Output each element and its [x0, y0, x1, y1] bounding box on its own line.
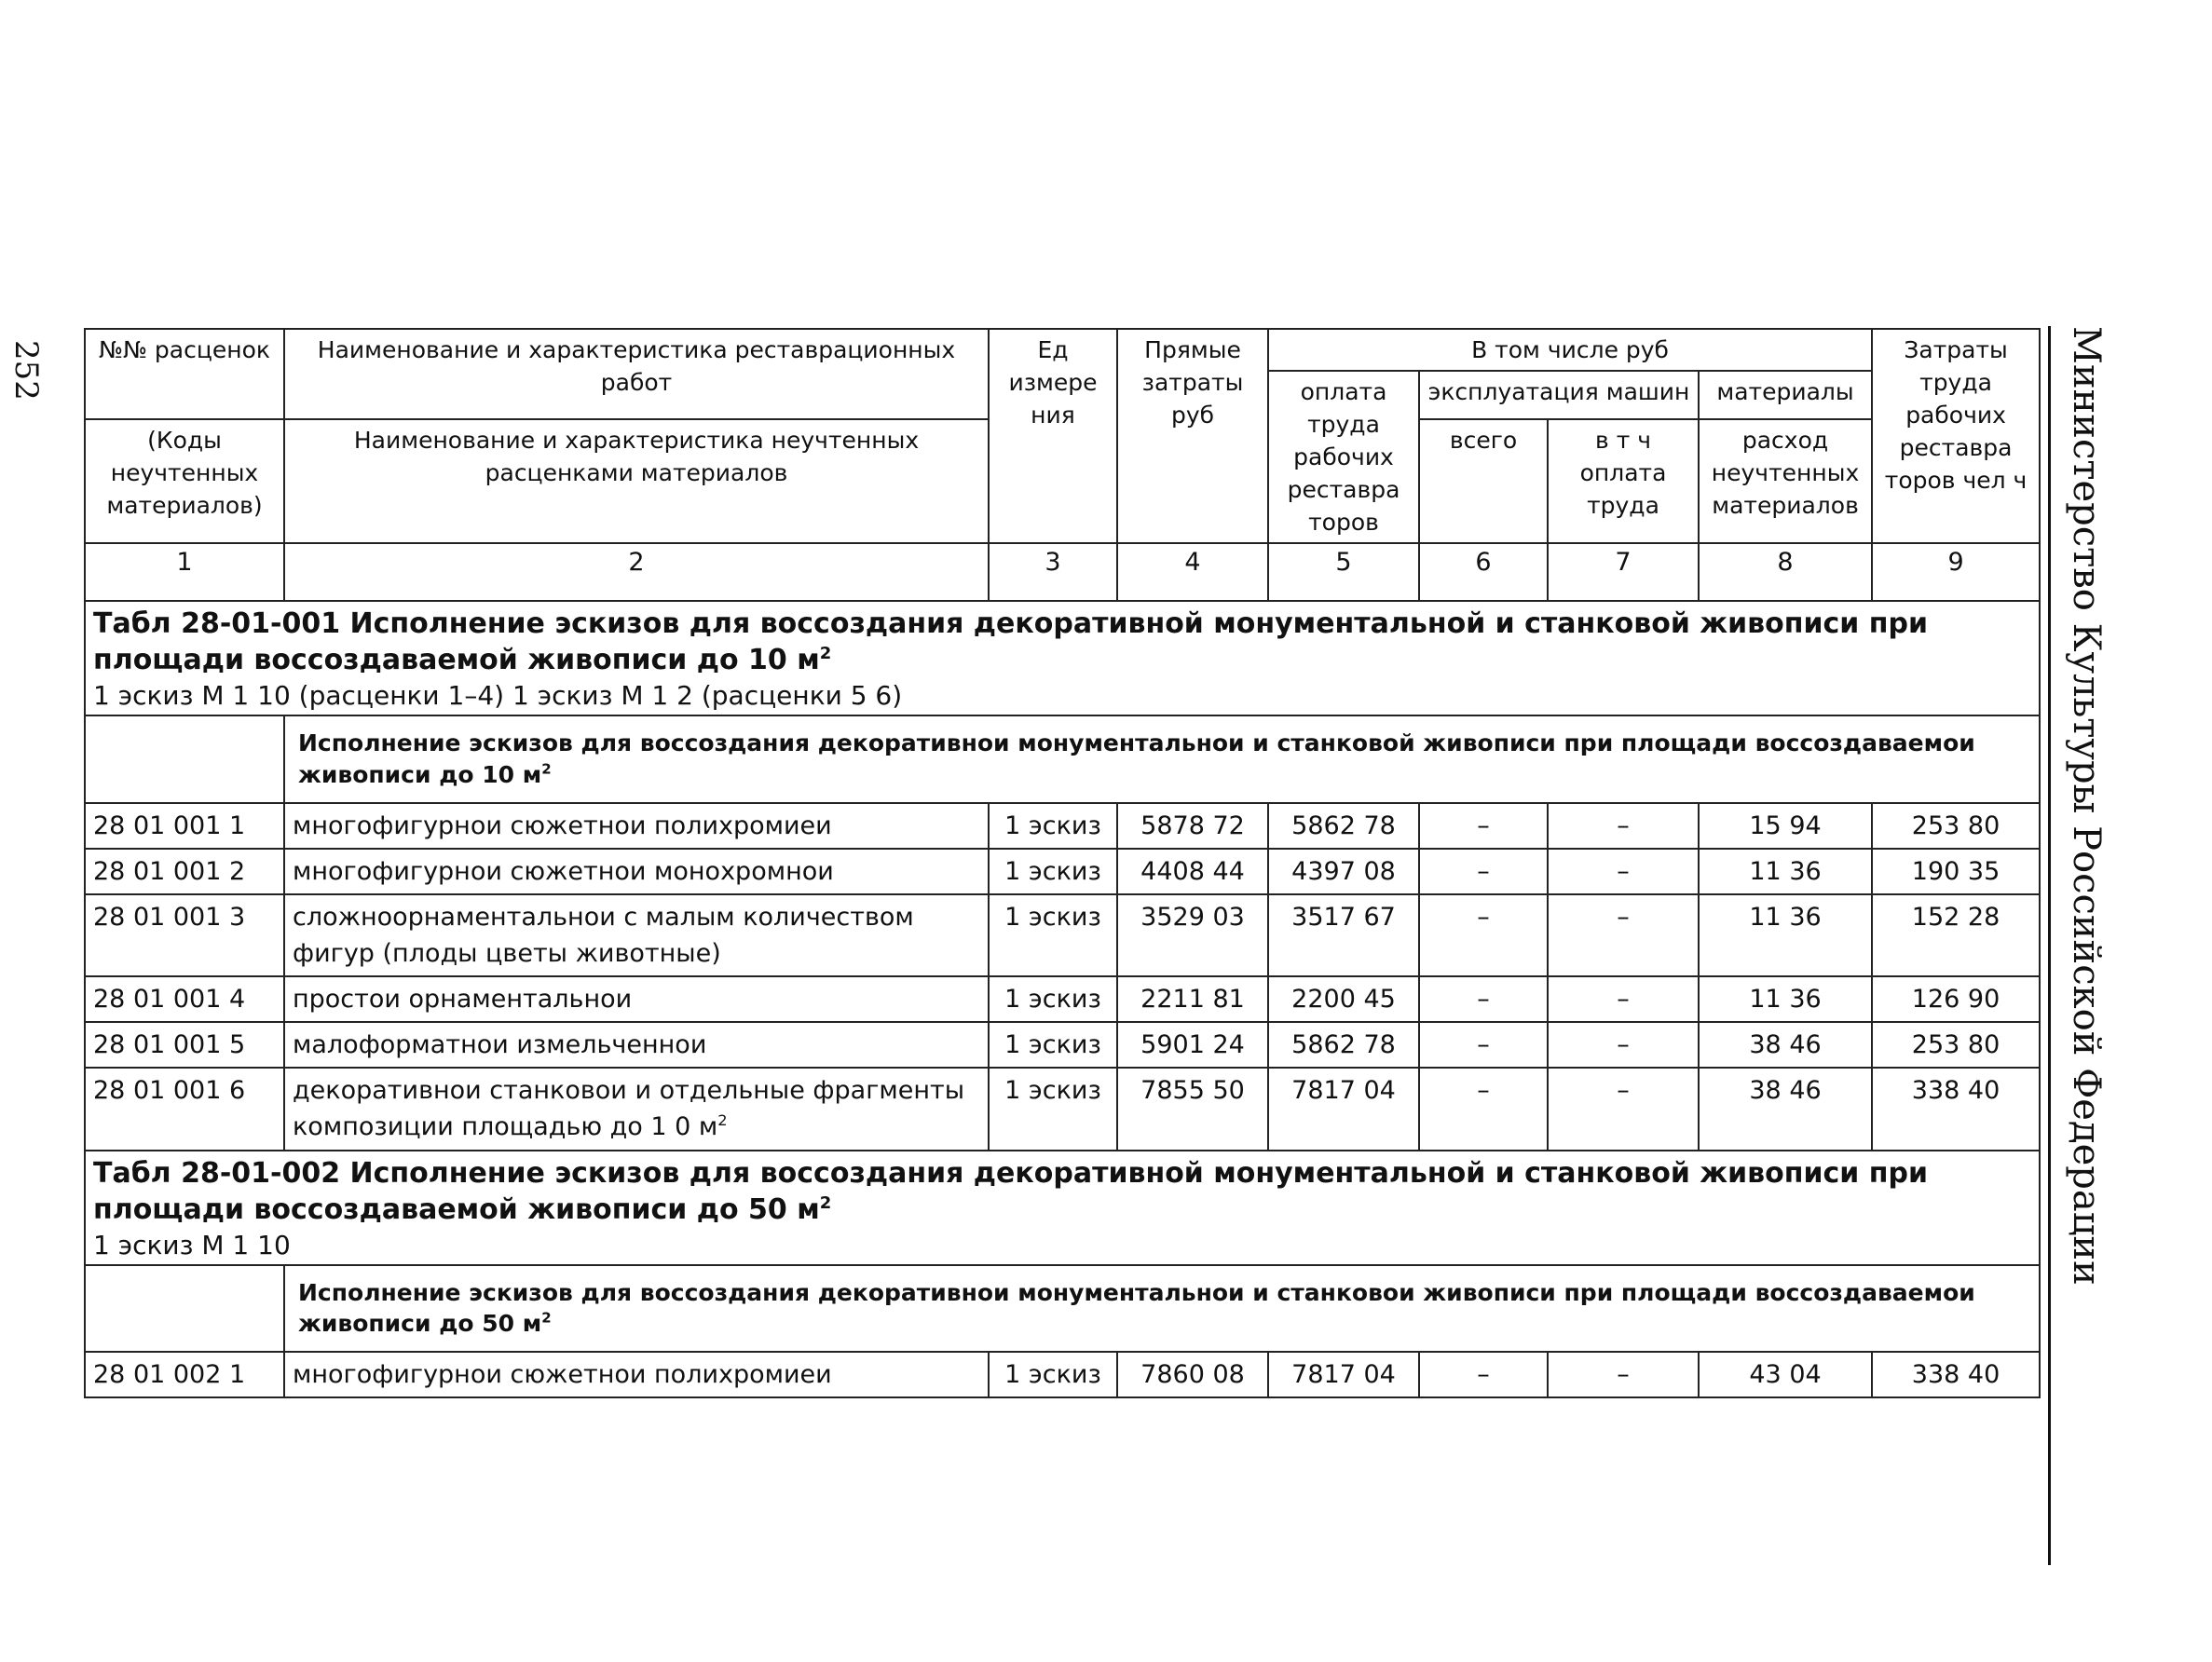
work-name: простои орнаментальнои: [284, 976, 989, 1022]
column-number: 4: [1117, 543, 1268, 601]
labor-pay: 3517 67: [1268, 894, 1419, 976]
header-codes: №№ расценок: [85, 329, 284, 419]
materials: 38 46: [1699, 1022, 1872, 1068]
column-number: 7: [1548, 543, 1699, 601]
rate-code: 28 01 001 4: [85, 976, 284, 1022]
side-divider: [2048, 326, 2051, 1565]
header-labor-pay: оплата труда рабочих реставра торов: [1268, 371, 1419, 543]
section-1-header: [85, 601, 2040, 715]
labor-pay: 7817 04: [1268, 1352, 1419, 1397]
table-row: [85, 849, 2040, 894]
table-row: [85, 803, 2040, 849]
materials: 11 36: [1699, 976, 1872, 1022]
column-number: 9: [1872, 543, 2040, 601]
machines-labor: –: [1548, 1068, 1699, 1150]
work-name: многофигурнои сюжетнои полихромиеи: [284, 1352, 989, 1397]
section-1-group-title: Исполнение эскизов для воссоздания декоративнои монументальнои и станковой живописи при площади воссоздаваемои живописи до 10 $м^2$: [284, 715, 2040, 803]
unit: 1 эскиз: [989, 1352, 1117, 1397]
machines-labor: –: [1548, 894, 1699, 976]
machines-total: –: [1419, 1068, 1548, 1150]
machines-labor: –: [1548, 1022, 1699, 1068]
column-number: 5: [1268, 543, 1419, 601]
page-number: 252: [7, 340, 45, 401]
column-number: 1: [85, 543, 284, 601]
header-machines: эксплуатация машин: [1419, 371, 1699, 419]
direct-costs: 7855 50: [1117, 1068, 1268, 1150]
column-number: 2: [284, 543, 989, 601]
work-name: декоративнои станковои и отдельные фрагменты композиции площадью до 1 0 $м^2$: [284, 1068, 989, 1150]
ministry-title: Министерство Культуры Российской Федерации: [2065, 326, 2108, 1286]
rate-code: 28 01 001 1: [85, 803, 284, 849]
work-name: малоформатнои измельченнои: [284, 1022, 989, 1068]
header-machines-labor: в т ч оплата труда: [1548, 419, 1699, 543]
header-material-codes: (Коды неучтенных материалов): [85, 419, 284, 543]
table-row: [85, 1022, 2040, 1068]
materials: 38 46: [1699, 1068, 1872, 1150]
machines-labor: –: [1548, 1352, 1699, 1397]
direct-costs: 2211 81: [1117, 976, 1268, 1022]
rate-code: 28 01 001 6: [85, 1068, 284, 1150]
machines-labor: –: [1548, 976, 1699, 1022]
column-number: 6: [1419, 543, 1548, 601]
table-row: [85, 1352, 2040, 1397]
direct-costs: 3529 03: [1117, 894, 1268, 976]
work-name: многофигурнои сюжетнои полихромиеи: [284, 803, 989, 849]
section-2-title: Табл 28-01-002 Исполнение эскизов для воссоздания декоративной монументальной и станковой живописи при площади воссоздаваемой живописи до 50 $м^2$: [93, 1156, 1928, 1226]
materials: 43 04: [1699, 1352, 1872, 1397]
labor-hours: 126 90: [1872, 976, 2040, 1022]
labor-hours: 338 40: [1872, 1352, 2040, 1397]
header-material-names: Наименование и характеристика неучтенных расценками материалов: [284, 419, 989, 543]
direct-costs: 4408 44: [1117, 849, 1268, 894]
labor-hours: 338 40: [1872, 1068, 2040, 1150]
table-row: [85, 976, 2040, 1022]
column-number: 8: [1699, 543, 1872, 601]
machines-total: –: [1419, 803, 1548, 849]
header-materials: материалы: [1699, 371, 1872, 419]
direct-costs: 7860 08: [1117, 1352, 1268, 1397]
section-2-header: [85, 1151, 2040, 1265]
rate-code: 28 01 001 3: [85, 894, 284, 976]
header-machines-total: всего: [1419, 419, 1548, 543]
labor-hours: 190 35: [1872, 849, 2040, 894]
header-including: В том числе руб: [1268, 329, 1872, 371]
labor-pay: 5862 78: [1268, 803, 1419, 849]
labor-pay: 4397 08: [1268, 849, 1419, 894]
labor-hours: 152 28: [1872, 894, 2040, 976]
materials: 15 94: [1699, 803, 1872, 849]
unit: 1 эскиз: [989, 976, 1117, 1022]
column-number: 3: [989, 543, 1117, 601]
direct-costs: 5901 24: [1117, 1022, 1268, 1068]
header-labor-hours: Затраты труда рабочих реставра торов чел ч: [1872, 329, 2040, 543]
rate-code: 28 01 001 2: [85, 849, 284, 894]
machines-total: –: [1419, 894, 1548, 976]
machines-total: –: [1419, 1022, 1548, 1068]
header-direct-costs: Прямые затраты руб: [1117, 329, 1268, 543]
machines-labor: –: [1548, 803, 1699, 849]
header-work-name: Наименование и характеристика реставрационных работ: [284, 329, 989, 419]
column-numbers-row: [85, 543, 2040, 601]
machines-total: –: [1419, 976, 1548, 1022]
section-1-subtitle: 1 эскиз М 1 10 (расценки 1–4) 1 эскиз М 1 2 (расценки 5 6): [93, 680, 903, 711]
labor-hours: 253 80: [1872, 1022, 2040, 1068]
work-name: многофигурнои сюжетнои монохромнои: [284, 849, 989, 894]
direct-costs: 5878 72: [1117, 803, 1268, 849]
section-1-title: Табл 28-01-001 Исполнение эскизов для воссоздания декоративной монументальной и станковой живописи при площади воссоздаваемой живописи до 10 $м^2$: [93, 607, 1928, 676]
section-1-group-row: [85, 715, 2040, 803]
section-2-group-row: [85, 1265, 2040, 1353]
work-name: сложноорнаментальнои с малым количеством фигур (плоды цветы животные): [284, 894, 989, 976]
header-materials-usage: расход неучтенных материалов: [1699, 419, 1872, 543]
labor-hours: 253 80: [1872, 803, 2040, 849]
header-row-1: [85, 329, 2040, 371]
unit: 1 эскиз: [989, 849, 1117, 894]
labor-pay: 5862 78: [1268, 1022, 1419, 1068]
machines-total: –: [1419, 1352, 1548, 1397]
rate-code: 28 01 001 5: [85, 1022, 284, 1068]
materials: 11 36: [1699, 894, 1872, 976]
table-row: [85, 894, 2040, 976]
unit: 1 эскиз: [989, 803, 1117, 849]
labor-pay: 2200 45: [1268, 976, 1419, 1022]
rate-code: 28 01 002 1: [85, 1352, 284, 1397]
unit: 1 эскиз: [989, 1068, 1117, 1150]
machines-labor: –: [1548, 849, 1699, 894]
materials: 11 36: [1699, 849, 1872, 894]
section-2-subtitle: 1 эскиз М 1 10: [93, 1229, 291, 1260]
header-unit: Ед измере ния: [989, 329, 1117, 543]
unit: 1 эскиз: [989, 1022, 1117, 1068]
table-row: [85, 1068, 2040, 1150]
labor-pay: 7817 04: [1268, 1068, 1419, 1150]
section-2-group-title: Исполнение эскизов для воссоздания декоративнои монументальнои и станковои живописи при площади воссоздаваемои живописи до 50 $м^2$: [284, 1265, 2040, 1353]
machines-total: –: [1419, 849, 1548, 894]
rates-table: [84, 328, 2041, 1398]
unit: 1 эскиз: [989, 894, 1117, 976]
